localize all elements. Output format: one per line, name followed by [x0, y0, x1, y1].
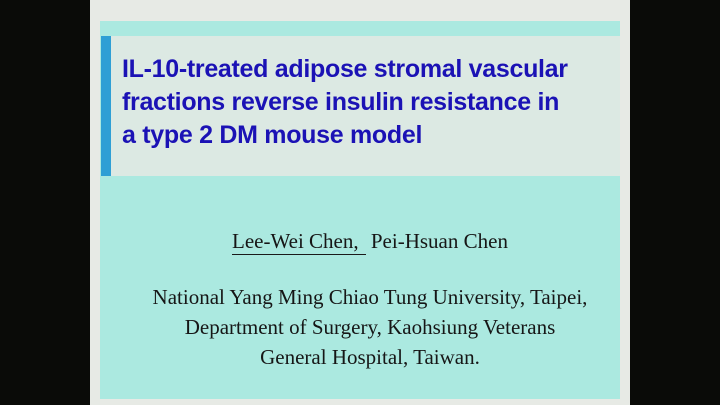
authors-line	[110, 226, 630, 256]
title-line-3: a type 2 DM mouse model	[122, 121, 423, 149]
slide	[90, 0, 630, 405]
author-secondary: Pei-Hsuan Chen	[370, 229, 508, 253]
affiliation-line-2: Department of Surgery, Kaohsiung Veterans	[184, 315, 556, 339]
authors-area	[110, 226, 630, 372]
affiliation-line-3: General Hospital, Taiwan.	[260, 345, 480, 369]
affiliation-line-1: National Yang Ming Chiao Tung University, Taipei,	[152, 285, 588, 309]
title-box	[101, 36, 620, 176]
author-primary: Lee-Wei Chen,	[232, 229, 366, 255]
title-line-1: IL-10-treated adipose stromal vascular	[122, 55, 568, 83]
affiliation-block	[110, 282, 630, 372]
title-line-2: fractions reverse insulin resistance in	[122, 88, 560, 116]
